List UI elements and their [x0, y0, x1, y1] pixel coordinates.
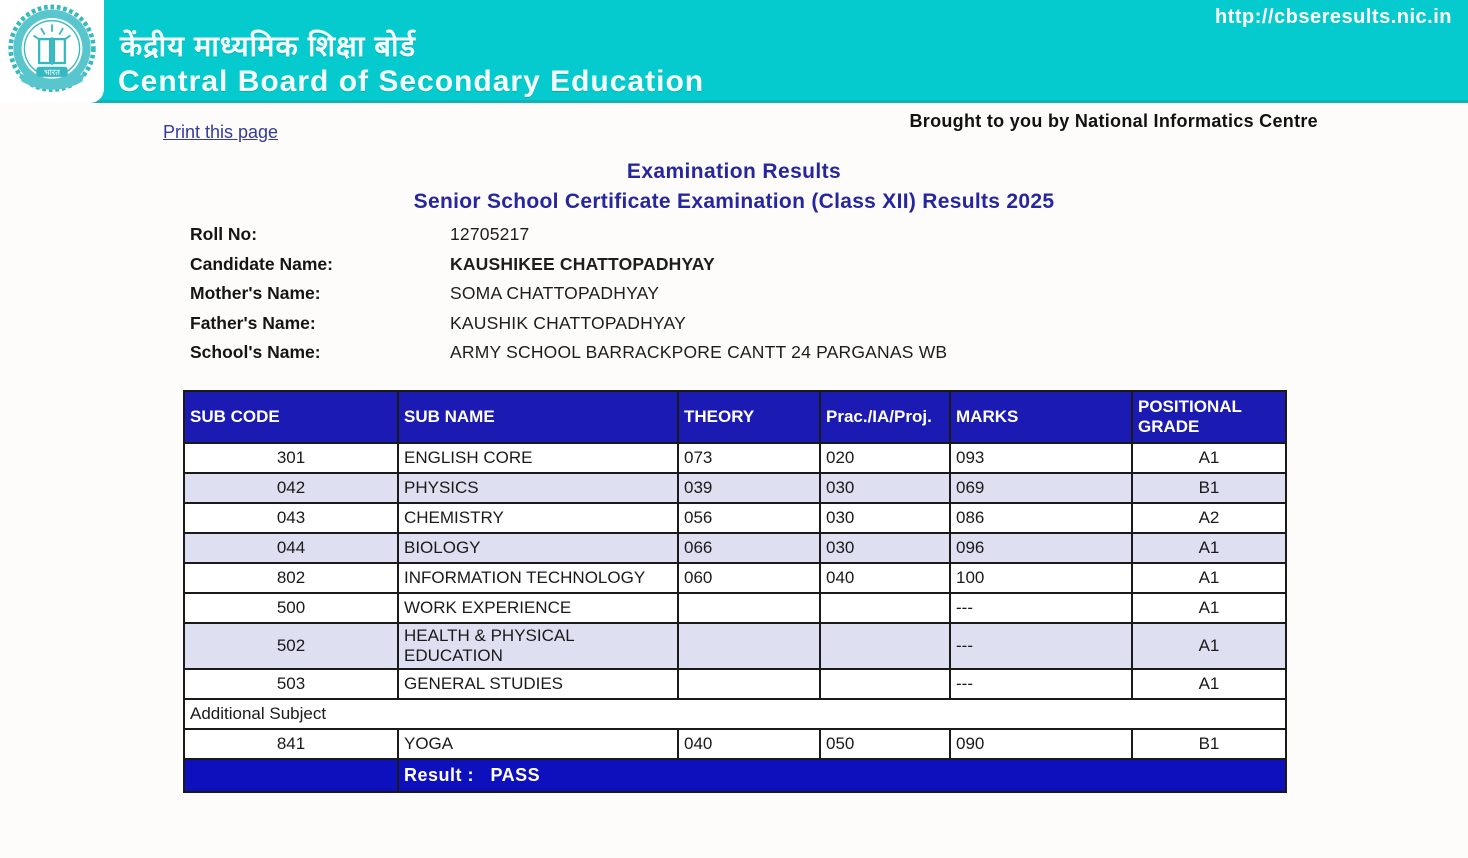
svg-text:भारत: भारत: [43, 67, 61, 77]
col-header-marks: MARKS: [950, 391, 1132, 443]
cell-grade: B1: [1132, 473, 1286, 503]
cell-theory: 039: [678, 473, 820, 503]
cell-sub-code: 841: [184, 729, 398, 759]
cell-sub-name: INFORMATION TECHNOLOGY: [398, 563, 678, 593]
col-header-prac: Prac./IA/Proj.: [820, 391, 950, 443]
cell-grade: A1: [1132, 593, 1286, 623]
cell-sub-name: BIOLOGY: [398, 533, 678, 563]
subject-row-042: [184, 473, 1286, 503]
cell-theory: 073: [678, 443, 820, 473]
subject-row-841: [184, 729, 1286, 759]
result-row: [184, 759, 1286, 792]
result-status: Result : PASS: [398, 759, 1286, 792]
section-row: [184, 699, 1286, 729]
cell-prac: 030: [820, 473, 950, 503]
cell-theory: 056: [678, 503, 820, 533]
cell-grade: A1: [1132, 443, 1286, 473]
header-banner: [0, 0, 1468, 103]
cell-sub-name: PHYSICS: [398, 473, 678, 503]
cell-marks: ---: [950, 593, 1132, 623]
subject-row-802: [184, 563, 1286, 593]
site-url: http://cbseresults.nic.in: [1215, 6, 1452, 28]
print-page-link[interactable]: Print this page: [163, 122, 279, 142]
results-table-wrap: [183, 390, 1285, 793]
cell-prac: 020: [820, 443, 950, 473]
cell-sub-code: 802: [184, 563, 398, 593]
subject-row-044: [184, 533, 1286, 563]
cell-prac: 040: [820, 563, 950, 593]
candidate-details: [190, 220, 947, 368]
col-header-theory: THEORY: [678, 391, 820, 443]
col-header-sub-code: SUB CODE: [184, 391, 398, 443]
cell-theory: 040: [678, 729, 820, 759]
cell-sub-code: 502: [184, 623, 398, 669]
cell-theory: 066: [678, 533, 820, 563]
cell-prac: [820, 593, 950, 623]
nic-credit-text: Brought to you by National Informatics Centre: [909, 111, 1318, 131]
subject-row-043: [184, 503, 1286, 533]
cell-theory: [678, 593, 820, 623]
cell-marks: 069: [950, 473, 1132, 503]
cell-sub-code: 500: [184, 593, 398, 623]
cell-theory: [678, 623, 820, 669]
cell-sub-name: HEALTH & PHYSICAL EDUCATION: [398, 623, 678, 669]
header-row: [184, 391, 1286, 443]
cell-marks: 090: [950, 729, 1132, 759]
results-table-body: [184, 443, 1286, 792]
cell-prac: 030: [820, 533, 950, 563]
cell-grade: A2: [1132, 503, 1286, 533]
cell-sub-code: 301: [184, 443, 398, 473]
cell-marks: 100: [950, 563, 1132, 593]
cell-theory: [678, 669, 820, 699]
cell-sub-name: ENGLISH CORE: [398, 443, 678, 473]
cell-grade: A1: [1132, 669, 1286, 699]
cell-prac: [820, 623, 950, 669]
cbse-emblem-icon: [6, 4, 98, 100]
cell-sub-code: 503: [184, 669, 398, 699]
subject-row-502: [184, 623, 1286, 669]
cell-sub-code: 044: [184, 533, 398, 563]
cell-sub-name: GENERAL STUDIES: [398, 669, 678, 699]
subject-row-500: [184, 593, 1286, 623]
detail-row-2: [190, 279, 947, 309]
cell-sub-name: YOGA: [398, 729, 678, 759]
cbse-logo: [0, 0, 104, 103]
detail-value: KAUSHIKEE CHATTOPADHYAY: [450, 253, 715, 274]
cell-sub-code: 043: [184, 503, 398, 533]
board-name-hindi: केंद्रीय माध्यमिक शिक्षा बोर्ड: [120, 31, 416, 63]
detail-label: Candidate Name:: [190, 253, 333, 274]
detail-label: Roll No:: [190, 224, 258, 245]
page-titles: [0, 160, 1468, 214]
detail-label: Father's Name:: [190, 312, 316, 333]
cell-marks: ---: [950, 623, 1132, 669]
board-name-english: Central Board of Secondary Education: [118, 65, 705, 98]
detail-value: 12705217: [450, 224, 530, 245]
cell-grade: A1: [1132, 533, 1286, 563]
detail-value: SOMA CHATTOPADHYAY: [450, 283, 660, 304]
cell-marks: 086: [950, 503, 1132, 533]
cell-marks: 093: [950, 443, 1132, 473]
col-header-grade: POSITIONAL GRADE: [1132, 391, 1286, 443]
detail-row-0: [190, 220, 947, 250]
detail-label: Mother's Name:: [190, 283, 321, 304]
cell-grade: B1: [1132, 729, 1286, 759]
cell-prac: 030: [820, 503, 950, 533]
detail-label: School's Name:: [190, 342, 321, 363]
results-table-head: [184, 391, 1286, 443]
page-subtitle: Senior School Certificate Examination (Class XII) Results 2025: [413, 190, 1055, 213]
additional-subject-label: Additional Subject: [184, 699, 1286, 729]
results-table: [183, 390, 1287, 793]
page-title: Examination Results: [626, 160, 842, 183]
subject-row-301: [184, 443, 1286, 473]
cell-sub-name: WORK EXPERIENCE: [398, 593, 678, 623]
cell-sub-code: 042: [184, 473, 398, 503]
detail-value: KAUSHIK CHATTOPADHYAY: [450, 312, 686, 333]
cell-theory: 060: [678, 563, 820, 593]
cell-prac: [820, 669, 950, 699]
result-row-spacer: [184, 759, 398, 792]
detail-row-4: [190, 338, 947, 368]
cell-grade: A1: [1132, 623, 1286, 669]
subject-row-503: [184, 669, 1286, 699]
detail-row-3: [190, 309, 947, 339]
col-header-sub-name: SUB NAME: [398, 391, 678, 443]
cell-sub-name: CHEMISTRY: [398, 503, 678, 533]
detail-value: ARMY SCHOOL BARRACKPORE CANTT 24 PARGANAS WB: [450, 342, 948, 363]
detail-row-1: [190, 250, 947, 280]
cell-marks: ---: [950, 669, 1132, 699]
cell-marks: 096: [950, 533, 1132, 563]
cell-prac: 050: [820, 729, 950, 759]
cell-grade: A1: [1132, 563, 1286, 593]
